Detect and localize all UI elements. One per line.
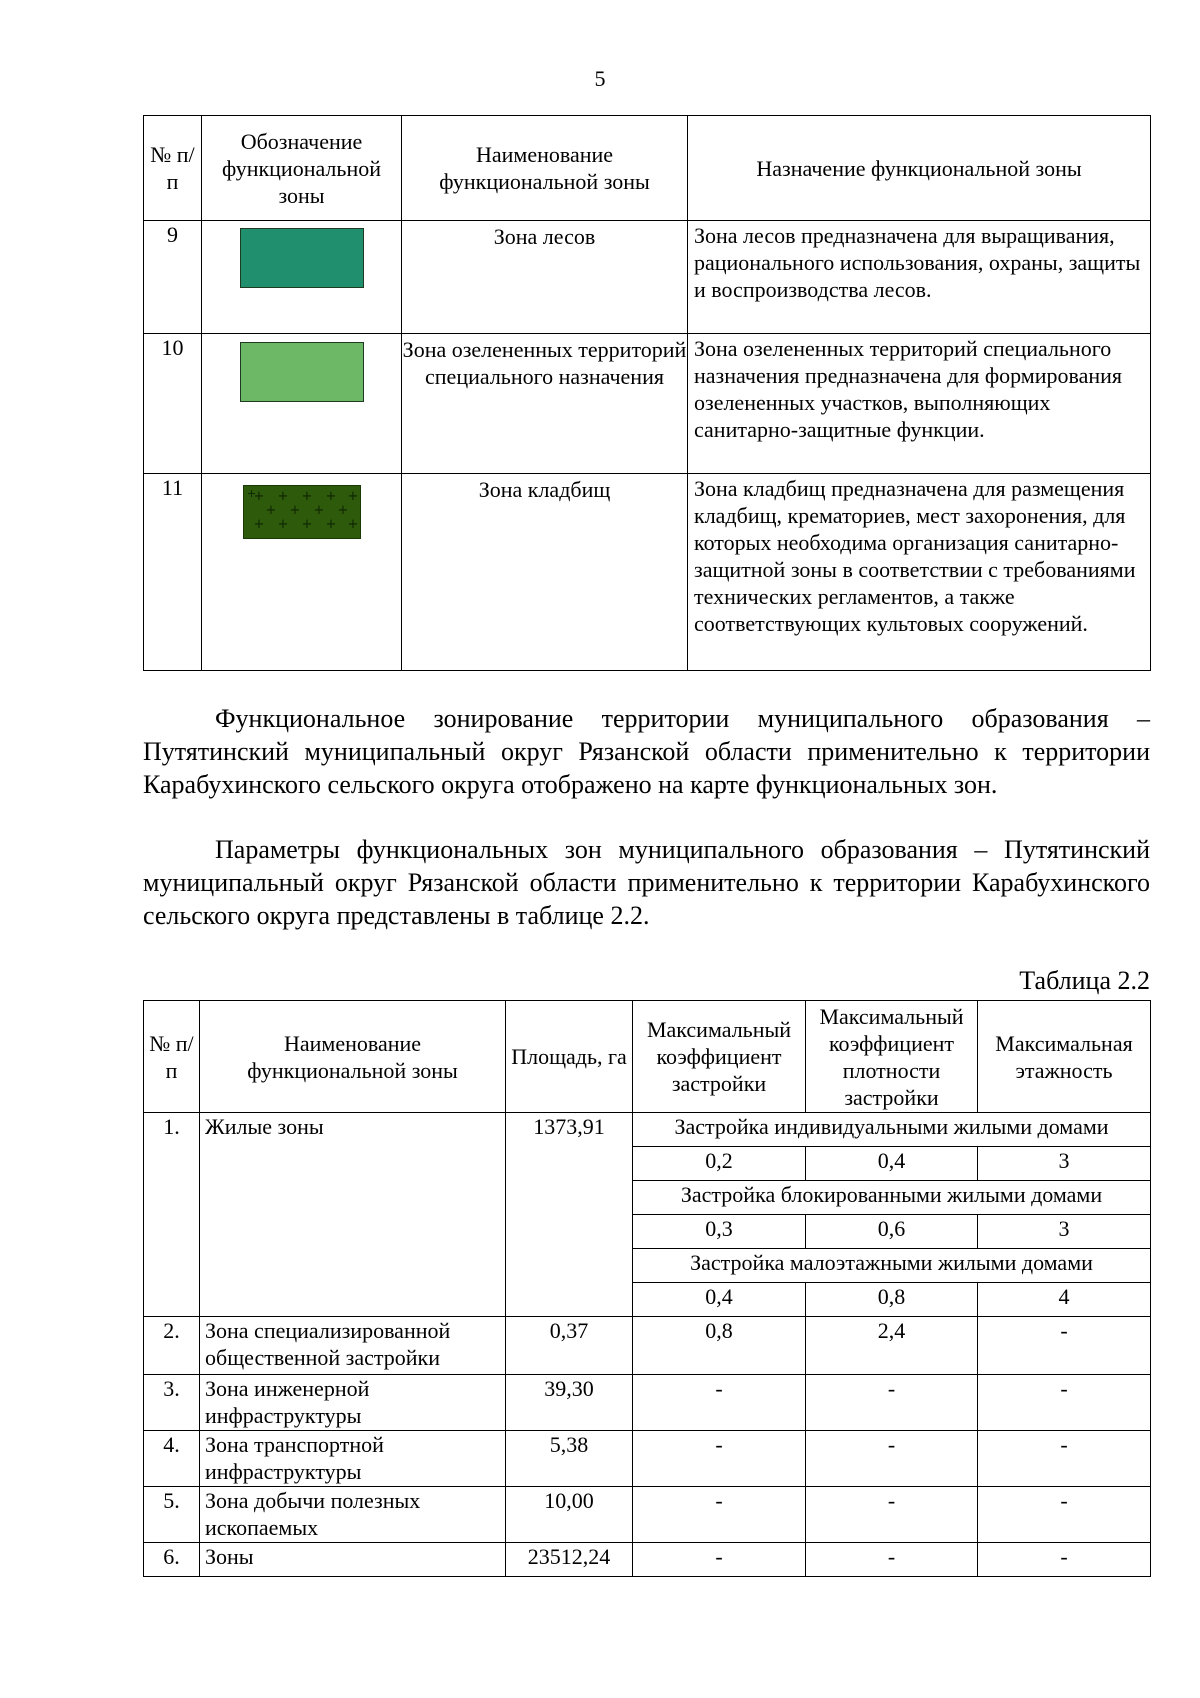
zone-name: Зона транспортной инфраструктуры — [200, 1431, 506, 1487]
table2-header-num: № п/п — [144, 1001, 200, 1113]
zone-purpose: Зона кладбищ предназначена для размещения кладбищ, крематориев, мест захоронения, для которых необходима организация санитарно-защитной зоны в соответствии с требованиями технических регламентов, а также соответствующих культовых сооружений. — [688, 474, 1151, 671]
zone-purpose: Зона озелененных территорий специального назначения предназначена для формирования озелененных участков, выполняющих санитарно-защитные функции. — [688, 334, 1151, 474]
functional-zones-legend-table — [143, 115, 1151, 671]
zone-name: Зона кладбищ — [402, 474, 688, 671]
zone-area: 39,30 — [506, 1375, 633, 1431]
table2-header-density: Максимальный коэффициент плотности застройки — [806, 1001, 978, 1113]
table-row — [144, 1431, 1151, 1487]
density-value: - — [806, 1487, 978, 1543]
page-number: 5 — [594, 66, 606, 91]
swatch-cell — [202, 221, 402, 334]
row-number: 9 — [144, 221, 202, 334]
swatch-cell — [202, 334, 402, 474]
table1-header-num: № п/п — [144, 116, 202, 221]
table-row — [144, 1375, 1151, 1431]
zone-name: Зона лесов — [402, 221, 688, 334]
zone-name: Зона специализированной общественной застройки — [200, 1317, 506, 1375]
floors-value: - — [978, 1375, 1151, 1431]
table2-header-area: Площадь, га — [506, 1001, 633, 1113]
row-number: 1. — [144, 1113, 200, 1317]
row-number: 6. — [144, 1543, 200, 1577]
floors-value: 3 — [978, 1215, 1151, 1249]
table2-header-floors: Максимальная этажность — [978, 1001, 1151, 1113]
zone-name: Жилые зоны — [200, 1113, 506, 1317]
table1-header-row — [144, 116, 1151, 221]
zone-parameters-table — [143, 1000, 1151, 1577]
zone-name: Зона добычи полезных ископаемых — [200, 1487, 506, 1543]
table-row — [144, 1113, 1151, 1147]
zone-area: 23512,24 — [506, 1543, 633, 1577]
zone-name: Зоны — [200, 1543, 506, 1577]
table2-header-row — [144, 1001, 1151, 1113]
coverage-value: 0,4 — [633, 1283, 806, 1317]
density-value: 0,6 — [806, 1215, 978, 1249]
floors-value: - — [978, 1543, 1151, 1577]
table-row — [144, 1317, 1151, 1375]
table-row — [144, 1487, 1151, 1543]
table-row — [144, 334, 1151, 474]
floors-value: 3 — [978, 1147, 1151, 1181]
floors-value: - — [978, 1431, 1151, 1487]
row-number: 2. — [144, 1317, 200, 1375]
row-number: 11 — [144, 474, 202, 671]
table-row — [144, 474, 1151, 671]
table-caption: Таблица 2.2 — [1019, 966, 1150, 995]
density-value: 0,4 — [806, 1147, 978, 1181]
coverage-value: - — [633, 1375, 806, 1431]
body-paragraph-2: Параметры функциональных зон муниципального образования – Путятинский муниципальный округ Рязанской области применительно к территории Карабухинского сельского округа представлены в таблице 2.2. — [143, 835, 1150, 930]
green-zone-swatch — [240, 342, 364, 402]
coverage-value: - — [633, 1431, 806, 1487]
coverage-value: - — [633, 1543, 806, 1577]
floors-value: 4 — [978, 1283, 1151, 1317]
table1-header-purpose: Назначение функциональной зоны — [688, 116, 1151, 221]
row-number: 5. — [144, 1487, 200, 1543]
swatch-cell — [202, 474, 402, 671]
zone-area: 1373,91 — [506, 1113, 633, 1317]
table2-header-coverage: Максимальный коэффициент застройки — [633, 1001, 806, 1113]
cemetery-zone-swatch: + + + + + + + + + + + + + + — [243, 485, 361, 539]
subtype-label: Застройка малоэтажными жилыми домами — [633, 1249, 1151, 1283]
zone-purpose: Зона лесов предназначена для выращивания, рационального использования, охраны, защиты и воспроизводства лесов. — [688, 221, 1151, 334]
row-number: 4. — [144, 1431, 200, 1487]
table2-header-name: Наименование функциональной зоны — [200, 1001, 506, 1113]
coverage-value: 0,3 — [633, 1215, 806, 1249]
density-value: 0,8 — [806, 1283, 978, 1317]
zone-area: 0,37 — [506, 1317, 633, 1375]
zone-name: Зона озелененных территорий специального назначения — [402, 334, 688, 474]
floors-value: - — [978, 1317, 1151, 1375]
table1-header-designation: Обозначение функциональной зоны — [202, 116, 402, 221]
coverage-value: - — [633, 1487, 806, 1543]
zone-name: Зона инженерной инфраструктуры — [200, 1375, 506, 1431]
row-number: 3. — [144, 1375, 200, 1431]
coverage-value: 0,8 — [633, 1317, 806, 1375]
subtype-label: Застройка индивидуальными жилыми домами — [633, 1113, 1151, 1147]
subtype-label: Застройка блокированными жилыми домами — [633, 1181, 1151, 1215]
coverage-value: 0,2 — [633, 1147, 806, 1181]
density-value: - — [806, 1431, 978, 1487]
body-paragraph-1: Функциональное зонирование территории муниципального образования – Путятинский муниципальный округ Рязанской области применительно к территории Карабухинского сельского округа отображено на карте функциональных зон. — [143, 704, 1150, 799]
zone-area: 10,00 — [506, 1487, 633, 1543]
density-value: 2,4 — [806, 1317, 978, 1375]
density-value: - — [806, 1375, 978, 1431]
table-row — [144, 221, 1151, 334]
density-value: - — [806, 1543, 978, 1577]
row-number: 10 — [144, 334, 202, 474]
zone-area: 5,38 — [506, 1431, 633, 1487]
table1-header-name: Наименование функциональной зоны — [402, 116, 688, 221]
floors-value: - — [978, 1487, 1151, 1543]
table-row — [144, 1543, 1151, 1577]
forest-zone-swatch — [240, 228, 364, 288]
